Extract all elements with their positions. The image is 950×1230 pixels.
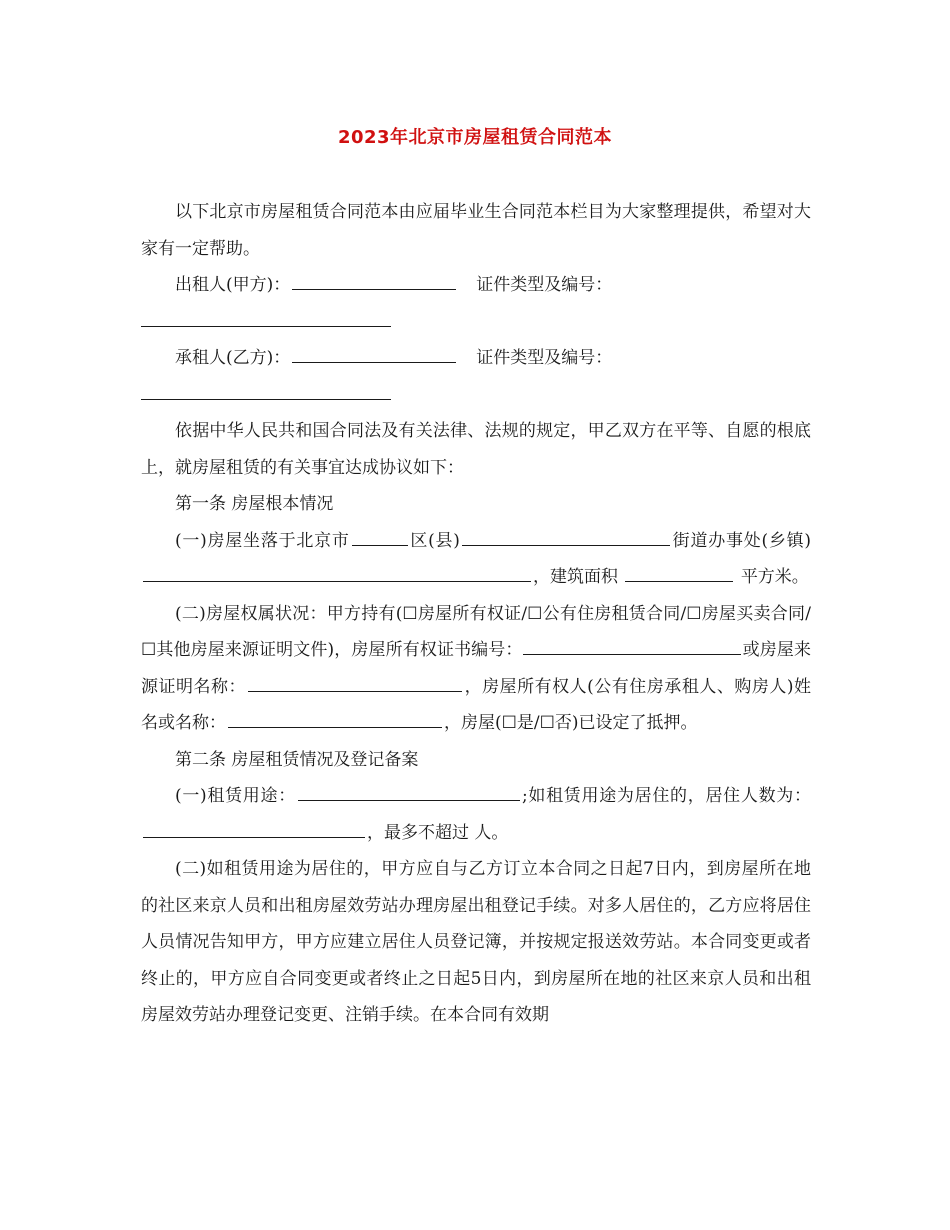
lessee-name-blank	[292, 340, 456, 363]
lessee-id-label: 证件类型及编号：	[476, 348, 613, 368]
district-blank	[352, 523, 408, 546]
document-title: 2023年北京市房屋租赁合同范本	[337, 127, 613, 148]
source-proof-text: 或房屋来源证明名称：	[141, 640, 812, 697]
lessee-id-blank	[141, 377, 391, 400]
area-blank	[625, 559, 733, 582]
max-residents-text: ，最多不超过 人。	[367, 822, 509, 843]
source-proof-blank	[248, 669, 462, 692]
document-body	[141, 194, 811, 1034]
lessor-id-label: 证件类型及编号：	[476, 275, 613, 295]
lessor-id-blank	[141, 304, 391, 327]
owner-name-text: ，房屋所有权人(公有住房承租人、购房人)姓名或名称：	[141, 676, 812, 733]
article1-heading: 第一条 房屋根本情况	[175, 494, 334, 514]
intro-paragraph: 以下北京市房屋租赁合同范本由应届毕业生合同范本栏目为大家整理提供，希望对大家有一定帮助。	[141, 202, 811, 259]
lessee-label: 承租人(乙方)：	[175, 348, 291, 368]
area-unit-text: 平方米。	[740, 567, 809, 587]
lessee-id-line	[141, 377, 811, 414]
certificate-number-blank	[523, 632, 741, 655]
article2-item1	[141, 778, 811, 851]
street-blank	[462, 523, 670, 546]
article1-item1	[141, 523, 811, 596]
mortgage-text: ，房屋(☐是/☐否)已设定了抵押。	[444, 713, 698, 733]
use-blank	[298, 778, 520, 801]
basis-paragraph: 依据中华人民共和国合同法及有关法律、法规的规定，甲乙双方在平等、自愿的根底上，就房屋租赁的有关事宜达成协议如下：	[141, 421, 811, 478]
location-city-text: (一)房屋坐落于北京市	[175, 530, 350, 551]
owner-name-blank	[228, 705, 442, 728]
lessor-name-blank	[292, 267, 456, 290]
town-blank	[143, 559, 531, 582]
use-text: (一)租赁用途：	[175, 786, 296, 806]
district-text: 区(县)	[409, 530, 460, 551]
article2-heading: 第二条 房屋租赁情况及登记备案	[175, 749, 419, 770]
lessor-line	[141, 267, 811, 304]
residents-text: ;如租赁用途为居住的，居住人数为：	[521, 786, 811, 806]
subdistrict-text: 街道办事处(乡镇)	[671, 530, 812, 551]
lessor-id-line	[141, 304, 811, 341]
residents-blank	[143, 815, 365, 838]
lessee-line	[141, 340, 811, 377]
article2-item2: (二)如租赁用途为居住的，甲方应自与乙方订立本合同之日起7日内，到房屋所在地的社区来京人员和出租房屋效劳站办理房屋出租登记手续。对多人居住的，乙方应将居住人员情况告知甲方，甲方应建立居住人员登记簿，并按规定报送效劳站。本合同变更或者终止的，甲方应自合同变更或者终止之日起5日内，到房屋所在地的社区来京人员和出租房屋效劳站办理登记变更、注销手续。在本合同有效期	[141, 859, 811, 1025]
lessor-label: 出租人(甲方)：	[175, 275, 291, 295]
article1-item2	[141, 596, 811, 742]
ownership-text: (二)房屋权属状况：甲方持有(☐房屋所有权证/☐公有住房租赁合同/☐房屋买卖合同/☐其他房屋来源证明文件)，房屋所有权证书编号：	[141, 603, 811, 660]
area-text: ，建筑面积	[533, 567, 618, 587]
